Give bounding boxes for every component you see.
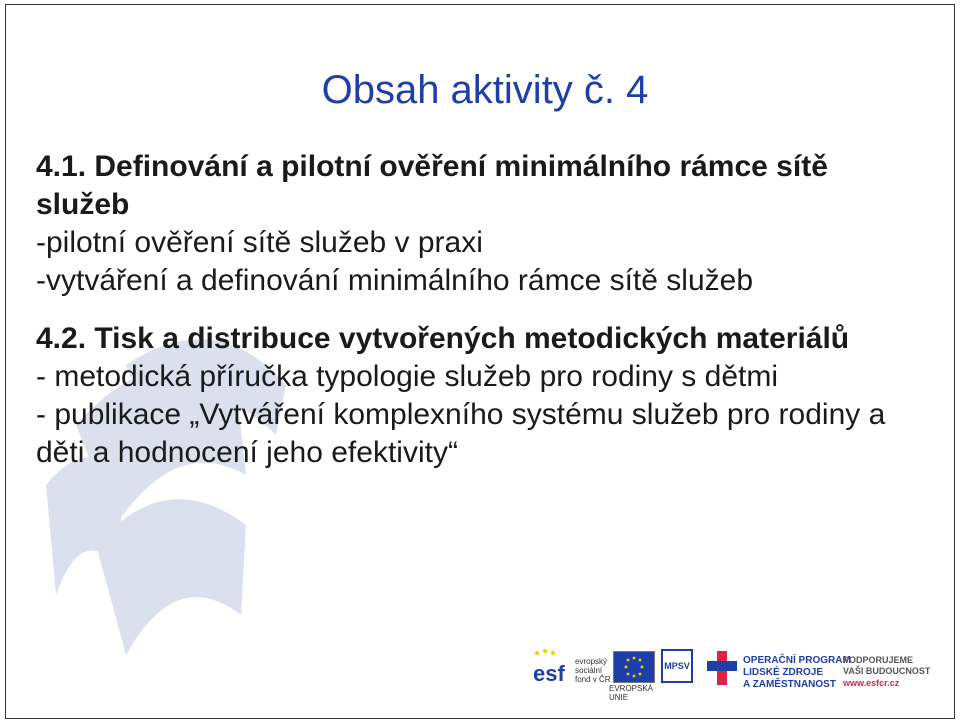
bullet-item: - publikace „Vytváření komplexního systému služeb pro rodiny a děti a hodnocení jeho efektivity“	[36, 398, 886, 469]
eu-flag-icon	[613, 651, 655, 683]
bullet-item: - metodická příručka typologie služeb pro rodiny s dětmi	[36, 360, 779, 393]
slide	[5, 4, 955, 719]
mpsv-logo	[661, 649, 693, 683]
support-line: VAŠI BUDOUCNOST	[843, 666, 931, 676]
bullet-item: -pilotní ověření sítě služeb v praxi	[36, 226, 483, 259]
eu-caption: EVROPSKÁ UNIE	[609, 684, 654, 702]
website-link: www.esfcr.cz	[843, 678, 900, 688]
mpsv-text: MPSV	[664, 661, 690, 671]
section-heading-4-1: 4.1. Definování a pilotní ověření minimálního rámce sítě služeb	[36, 150, 828, 221]
logo-bar	[531, 645, 951, 702]
esf-text: esf	[533, 661, 565, 686]
op-program-text	[743, 655, 851, 691]
spacer	[36, 300, 916, 320]
esf-logo-icon	[531, 647, 573, 687]
op-line: A ZAMĚSTNANOST	[743, 679, 836, 690]
op-line: LIDSKÉ ZDROJE	[743, 667, 824, 678]
op-line: OPERAČNÍ PROGRAM	[743, 655, 851, 666]
slide-content	[36, 148, 916, 472]
section-heading-4-2: 4.2. Tisk a distribuce vytvořených metodických materiálů	[36, 322, 850, 355]
support-line: PODPORUJEME	[843, 655, 914, 665]
slide-title: Obsah aktivity č. 4	[321, 68, 649, 112]
support-text	[843, 655, 930, 677]
op-cross-icon	[707, 651, 737, 685]
esf-caption: evropský sociální fond v ČR	[575, 657, 611, 684]
bullet-item: -vytváření a definování minimálního rámce sítě služeb	[36, 264, 753, 297]
